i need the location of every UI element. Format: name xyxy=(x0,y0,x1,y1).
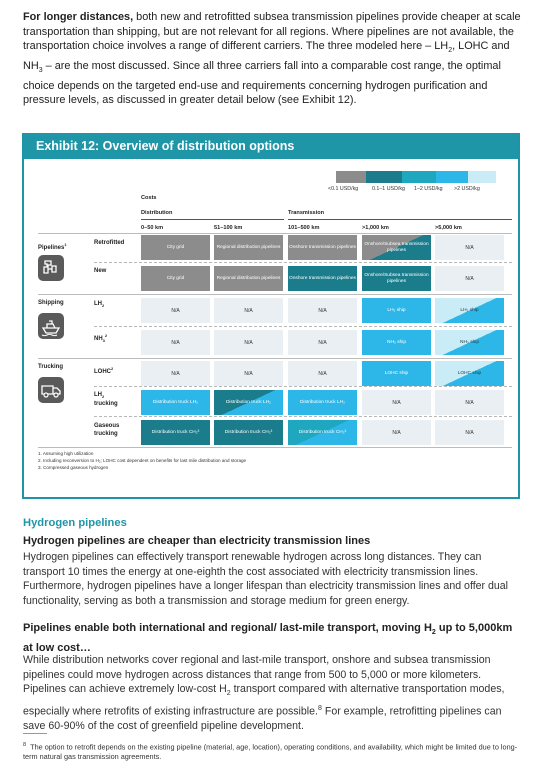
cell-lh2-1000: LH₂ ship xyxy=(362,298,431,323)
table-bottom-rule xyxy=(38,447,512,448)
cell-lh2-5000: LH₂ ship xyxy=(435,298,504,323)
cell-lohc-101-500: N/A xyxy=(288,361,357,386)
row-label-text: trucking xyxy=(94,400,118,407)
row-label-lh2 xyxy=(94,301,104,310)
row-label-sub: 2 xyxy=(102,394,105,400)
paragraph-2-text: For example, retrofitting pipelines can save 60-90% of the cost of greenfield pipeline development. xyxy=(23,705,502,733)
cell-gastruck-51-100: Distribution truck CH₂³ xyxy=(214,420,283,445)
legend-label: <0.1 USD/kg xyxy=(328,186,359,192)
intro-text: , LOHC and NH xyxy=(23,40,510,72)
cell-lh2truck-5000: N/A xyxy=(435,390,504,415)
section-title: Hydrogen pipelines xyxy=(23,517,127,529)
row-separator xyxy=(94,326,512,327)
group-label-pipelines xyxy=(38,241,67,253)
intro-text: both new and retrofitted subsea transmission pipelines provide cheaper at scale transportation than shipping, but are not relevant for all regions. Where pipelines are not available, the transportation choice involves a range of different carriers. The three modeled here – LH xyxy=(23,11,521,53)
cell-nh3-1000: NH₃ ship xyxy=(362,330,431,355)
cell-new-0-50: City grid xyxy=(141,266,210,291)
cell-new-101-500: Onshore transmission pipelines xyxy=(288,266,357,291)
column-header: 51–100 km xyxy=(214,225,243,231)
cell-retrofitted-5000: N/A xyxy=(435,235,504,260)
row-label-text: LH xyxy=(94,301,102,307)
row-label-sup: 2 xyxy=(104,333,108,338)
row-label-sub: 2 xyxy=(102,303,105,309)
cell-retrofitted-101-500: Onshore transmission pipelines xyxy=(288,235,357,260)
truck-icon xyxy=(38,377,64,403)
cell-lohc-5000: LOHC ship xyxy=(435,361,504,386)
intro-sub: 3 xyxy=(38,67,43,75)
legend-label: >2 USD/kg xyxy=(454,186,480,192)
row-label-text: trucking xyxy=(94,430,118,437)
group-label-text: Pipelines xyxy=(38,245,65,251)
footnote-rule xyxy=(23,733,47,734)
legend-swatch xyxy=(436,171,468,183)
intro-bold-lead: For longer distances, xyxy=(23,11,134,23)
ship-icon xyxy=(38,313,64,339)
row-label-text: NH xyxy=(94,336,103,342)
cell-lh2truck-1000: N/A xyxy=(362,390,431,415)
cell-gastruck-101-500: Distribution truck CH₂³ xyxy=(288,420,357,445)
cell-nh3-51-100: N/A xyxy=(214,330,283,355)
cell-lh2truck-51-100: Distribution truck LH₂ xyxy=(214,390,283,415)
cell-gastruck-1000: N/A xyxy=(362,420,431,445)
paragraph-2-sup: 8 xyxy=(318,704,322,712)
page-footnote xyxy=(23,741,523,761)
row-label-text: Gaseous xyxy=(94,423,120,429)
exhibit-title: Exhibit 12: Overview of distribution options xyxy=(24,133,518,159)
subheading-2-text: Pipelines enable both international and regional/ last-mile transport, moving H xyxy=(23,622,432,634)
cost-legend xyxy=(336,171,496,183)
transmission-underline xyxy=(288,219,512,220)
pipeline-icon xyxy=(38,255,64,281)
intro-paragraph xyxy=(23,10,523,108)
cell-lh2truck-101-500: Distribution truck LH₂ xyxy=(288,390,357,415)
paragraph-2-text: While distribution networks cover regional and last-mile transport, onshore and subsea transmission pipelines could move hydrogen across distances that range from 500 to 5,000 or more kilometers. Pipelines can achieve extremely low-cost H xyxy=(23,654,491,696)
cell-retrofitted-51-100: Regional distribution pipelines xyxy=(214,235,283,260)
row-label-sub: 3 xyxy=(102,338,105,344)
exhibit-footnote: 2. Including reconversion to H₂; LOHC cost dependent on benefits for last mile distribution and storage xyxy=(38,458,247,463)
cell-nh3-101-500: N/A xyxy=(288,330,357,355)
subheading-2 xyxy=(23,621,523,655)
row-label-retrofitted: Retrofitted xyxy=(94,240,125,246)
group-separator xyxy=(38,358,512,359)
legend-swatch xyxy=(336,171,366,183)
group-label-trucking: Trucking xyxy=(38,364,64,370)
cell-lh2-0-50: N/A xyxy=(141,298,210,323)
legend-swatch xyxy=(402,171,436,183)
cell-gastruck-5000: N/A xyxy=(435,420,504,445)
footnote-mark: 8 xyxy=(23,742,27,748)
paragraph-2-sub: 2 xyxy=(226,690,231,698)
cell-new-5000: N/A xyxy=(435,266,504,291)
header-rule xyxy=(38,233,512,234)
row-separator xyxy=(94,386,512,387)
row-label-gaseous-trucking xyxy=(94,423,119,438)
group-separator xyxy=(38,294,512,295)
column-header: >1,000 km xyxy=(362,225,389,231)
cell-gastruck-0-50: Distribution truck CH₂³ xyxy=(141,420,210,445)
paragraph-1: Hydrogen pipelines can effectively transport renewable hydrogen across long distances. They can transport 10 times the energy at one-eighth the cost associated with electricity transmission lines. Furthermore, hydrogen pipelines have a longer lifespan than electricity transmission lines and offer dual functionality, serving as both a transmission and storage medium for green energy. xyxy=(23,551,509,607)
footnote-text: The option to retrofit depends on the existing pipeline (material, age, location), operating conditions, and availability, which might be limited due to long-term natural gas transmission agreements. xyxy=(23,742,518,761)
exhibit-footnote: 3. Compressed gaseous hydrogen xyxy=(38,465,109,470)
subheading-2-sub: 2 xyxy=(431,629,436,637)
cell-nh3-5000: NH₃ ship xyxy=(435,330,504,355)
legend-label: 1–2 USD/kg xyxy=(414,186,443,192)
cell-retrofitted-0-50: City grid xyxy=(141,235,210,260)
exhibit-footnote: 1. Assuming high utilization xyxy=(38,451,94,456)
intro-text: – are the most discussed. Since all three carriers fall into a comparable cost range, the optimal choice depends on the targeted end-use and requirements concerning hydrogen purification and pressure levels, as discussed in greater detail below (see Exhibit 12). xyxy=(23,59,501,107)
paragraph-2 xyxy=(23,653,523,734)
transmission-label: Transmission xyxy=(288,210,325,216)
cell-nh3-0-50: N/A xyxy=(141,330,210,355)
distribution-underline xyxy=(141,219,284,220)
row-label-new: New xyxy=(94,268,107,274)
subheading-1: Hydrogen pipelines are cheaper than electricity transmission lines xyxy=(23,535,371,547)
legend-label: 0.1–1 USD/kg xyxy=(372,186,405,192)
paragraph-2-text: transport compared with alternative transportation modes, especially where retrofits of existing infrastructure are possible. xyxy=(23,683,505,718)
cell-new-1000: Onshore/Subsea transmission pipelines xyxy=(362,266,431,291)
row-label-nh3 xyxy=(94,332,107,345)
legend-swatch xyxy=(366,171,402,183)
row-separator xyxy=(94,416,512,417)
cell-lohc-1000: LOHC ship xyxy=(362,361,431,386)
row-label-lh2-trucking xyxy=(94,392,118,408)
group-label-sup: 1 xyxy=(64,242,67,247)
cell-retrofitted-1000: Onshore/Subsea transmission pipelines xyxy=(362,235,431,260)
row-label-text: LH xyxy=(94,392,102,398)
costs-label: Costs xyxy=(141,195,157,201)
column-header: >5,000 km xyxy=(435,225,462,231)
cell-lh2-51-100: N/A xyxy=(214,298,283,323)
group-label-shipping: Shipping xyxy=(38,300,64,306)
legend-swatch xyxy=(468,171,496,183)
row-separator xyxy=(94,262,512,263)
cell-lohc-0-50: N/A xyxy=(141,361,210,386)
row-label-text: LOHC xyxy=(94,369,111,375)
row-label-lohc xyxy=(94,365,113,377)
intro-sub: 2 xyxy=(448,47,453,55)
cell-lohc-51-100: N/A xyxy=(214,361,283,386)
column-header: 101–500 km xyxy=(288,225,320,231)
column-header: 0–50 km xyxy=(141,225,164,231)
cell-lh2-101-500: N/A xyxy=(288,298,357,323)
cell-new-51-100: Regional distribution pipelines xyxy=(214,266,283,291)
distribution-label: Distribution xyxy=(141,210,173,216)
subheading-2-text: up to 5,000km at low cost… xyxy=(23,622,513,654)
row-label-sup: 2 xyxy=(111,366,114,371)
exhibit-12 xyxy=(22,133,520,499)
cell-lh2truck-0-50: Distribution truck LH₂ xyxy=(141,390,210,415)
